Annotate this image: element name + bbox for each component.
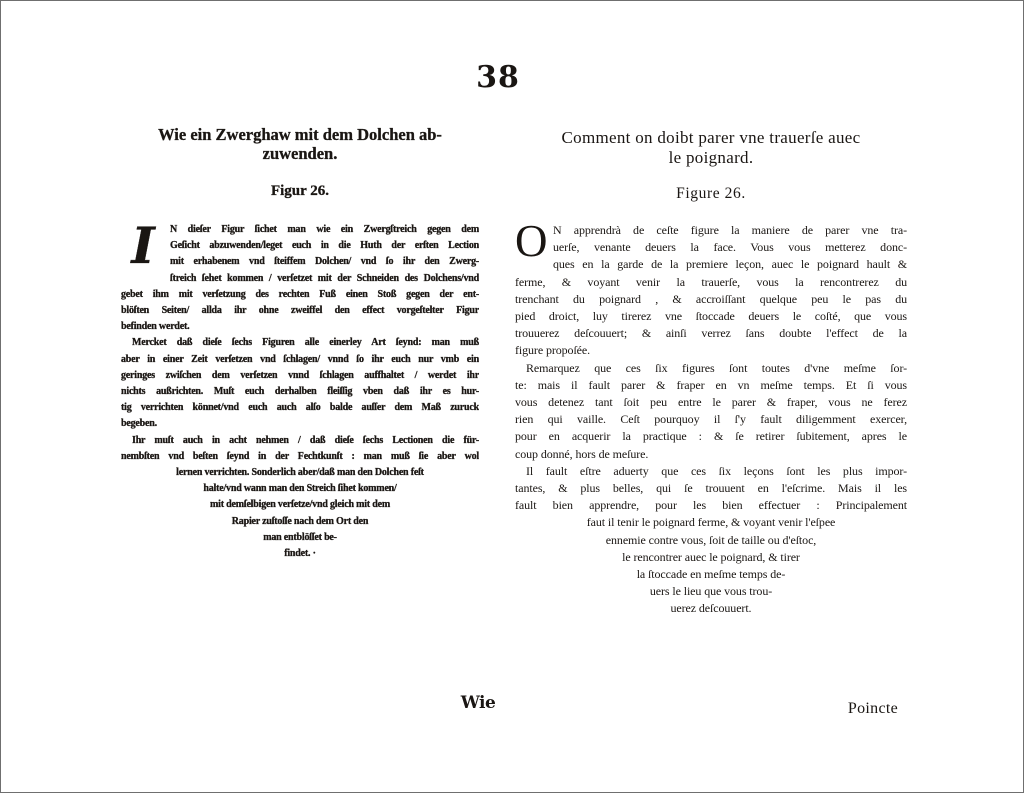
- french-drop-cap-initial: O: [515, 216, 548, 266]
- text-line: ennemie contre vous, ſoit de taille ou d'eſtoc,: [605, 532, 817, 547]
- text-line: nembſten vnd beſten ſeynd in der Fechtkunſt : man muß ſie aber wol: [121, 450, 479, 462]
- french-body-text: [515, 216, 907, 618]
- text-line: halte/vnd wann man den Streich ſihet kommen/: [203, 483, 397, 495]
- german-figure-label: Figur 26.: [270, 183, 330, 199]
- french-column: [515, 128, 907, 618]
- text-line: rien qui vaille. Ceſt pourquoy il ſ'y fault diligemment exercer,: [515, 412, 907, 427]
- text-line: Il fault eſtre aduerty que ces ſix leçons ſont les plus impor-: [526, 463, 907, 478]
- german-title: [121, 125, 479, 163]
- text-line: le rencontrer auec le poignard, & tirer: [622, 549, 800, 564]
- text-line: uers le lieu que vous trou-: [649, 584, 773, 599]
- german-paragraph-1: [121, 216, 479, 335]
- text-line: Geſicht abzuwenden/leget euch in die Huth der erſten Lection: [170, 240, 479, 252]
- text-line: fault bien apprendre, pour les bien effectuer : Principalement: [515, 498, 907, 513]
- text-line: trenchant du poignard , & accroiſſant quelque peu le pas du: [515, 291, 907, 306]
- text-line: befinden werdet.: [121, 321, 190, 333]
- text-line: coup donné, hors de meſure.: [515, 446, 649, 461]
- german-paragraph-2: [121, 335, 479, 432]
- german-column: [121, 125, 479, 562]
- french-title-line1: Comment on doibt parer vne trauerſe auec: [561, 128, 861, 147]
- catchword-french: Poincte: [847, 700, 898, 717]
- text-line: Rapier zuſtoſſe nach dem Ort den: [231, 515, 369, 527]
- french-figure-label: Figure 26.: [676, 185, 746, 202]
- text-line: Mercket daß dieſe ſechs Figuren alle einerley Art ſeynd: man muß: [132, 337, 479, 349]
- catchword-german: Wie: [460, 693, 496, 713]
- text-line: ferme, & voyant venir la trauerſe, vous la rencontrerez du: [515, 274, 907, 289]
- text-line: la ſtoccade en meſme temps de-: [636, 567, 786, 582]
- text-line: tig verrichten könnet/vnd euch auch alſo balde auſſer dem Maß zuruck: [121, 402, 479, 414]
- text-line: N dieſer Figur ſichet man wie ein Zwergſtreich gegen dem: [170, 224, 479, 235]
- text-line: Ihr muſt auch in acht nehmen / daß dieſe ſechs Lectionen die für-: [132, 434, 479, 446]
- german-drop-cap-initial: I: [131, 216, 155, 275]
- text-line: lernen verrichten. Sonderlich aber/daß man den Dolchen feſt: [176, 467, 424, 479]
- text-line: tantes, & plus belles, qui ſe trouuent en l'eſcrime. Mais il les: [515, 481, 907, 496]
- german-body-text: [121, 216, 479, 562]
- text-line: mit erhabenem vnd ſteiffem Dolchen/ vnd ſo ihr den Zwerg-: [170, 256, 479, 268]
- text-line: figure propoſée.: [515, 343, 591, 358]
- text-line: blöſten Seiten/ allda ihr ohne zweiffel den effect vorgeſtelter Figur: [121, 305, 479, 317]
- text-line: ſtreich ſehet kommen / verſetzet mit der Schneiden des Dolchens/vnd: [170, 272, 479, 284]
- french-title: [515, 128, 907, 167]
- text-line: findet. ·: [284, 548, 316, 560]
- text-line: pied droict, luy tirerez vne ſtoccade deuers le coſté, que vous: [515, 309, 907, 324]
- text-line: mit demſelbigen verſetze/vnd gleich mit dem: [210, 499, 390, 511]
- text-line: Remarquez que ces ſix figures ſont toutes d'vne meſme ſor-: [526, 360, 907, 375]
- text-line: nichts außrichten. Muſt euch derhalben fleiſſig vben daß ihr es hur-: [121, 386, 479, 398]
- french-paragraph-1: [515, 216, 907, 360]
- text-line: te: mais il fault parer & fraper en vn meſme temps. Et ſi vous: [515, 377, 907, 392]
- text-line: ques en la garde de la premiere leçon, auec le poignard hault &: [553, 257, 907, 272]
- text-line: gebet ihm mit verſetzung des rechten Fuß einen Stoß gegen der ent-: [121, 288, 479, 300]
- german-title-line2: zuwenden.: [262, 144, 338, 163]
- text-line: man entblöſſet be-: [263, 531, 337, 543]
- text-line: N apprendrà de ceſte figure la maniere de parer vne tra-: [553, 223, 907, 237]
- french-paragraph-3: [515, 463, 907, 618]
- text-line: uerez deſcouuert.: [670, 601, 752, 616]
- text-line: begeben.: [121, 418, 157, 430]
- text-line: geringes zwiſchen dem verſetzen vnnd ſchlagen auffhaltet / werdet ihr: [121, 369, 479, 381]
- text-line: uerſe, venante deuers la face. Vous vous metterez donc-: [553, 240, 907, 255]
- text-line: vous detenez tant ſoit peu entre le parer & fraper, vous ne ferez: [515, 395, 907, 410]
- german-title-line1: Wie ein Zwerghaw mit dem Dolchen ab-: [158, 125, 442, 144]
- text-line: faut il tenir le poignard ferme, & voyant venir l'eſpee: [586, 515, 836, 530]
- page-number: 38: [476, 60, 520, 95]
- french-title-line2: le poignard.: [668, 147, 754, 167]
- text-line: aber in einer Zeit verſetzen vnd ſchlagen/ vnnd ſo ihr euch nur vmb ein: [121, 353, 479, 365]
- text-line: trouuerez deſcouuert; & ainſi verrez ſans doubte l'effect de la: [515, 326, 907, 341]
- german-paragraph-3: [121, 433, 479, 563]
- french-paragraph-2: [515, 360, 907, 463]
- text-line: pour en acquerir la practique : & ſe retirer ſubitement, apres le: [515, 429, 907, 444]
